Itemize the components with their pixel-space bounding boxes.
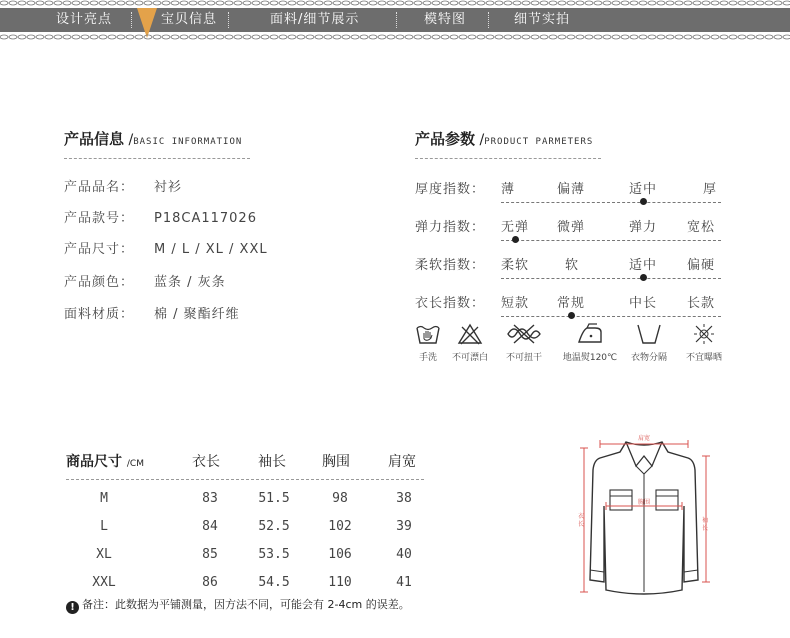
- product-params-title: 产品参数 /PRODUCT PARMETERS: [415, 130, 594, 148]
- column-header: 袖长: [258, 454, 286, 470]
- size-label: M: [100, 491, 108, 506]
- measurement-note: ! 备注：此数据为平铺测量，因方法不同，可能会有 2-4cm 的误差。: [66, 596, 410, 614]
- param-row-thickness: 厚度指数： 薄 偏薄 适中 厚: [415, 178, 721, 210]
- param-option: 偏硬: [687, 258, 716, 273]
- tab-product-info[interactable]: 宝贝信息: [161, 12, 218, 27]
- care-label: 不可漂白: [451, 353, 488, 363]
- table-cell: 84: [202, 519, 218, 534]
- param-option: 适中: [629, 182, 658, 197]
- tab-separator: [131, 12, 132, 28]
- param-track: [501, 240, 721, 241]
- param-track: [501, 278, 721, 279]
- param-option: 宽松: [687, 220, 716, 235]
- divider: [64, 158, 250, 159]
- care-wash-separately: [619, 322, 679, 363]
- param-option: 厚: [703, 182, 718, 197]
- param-track: [501, 202, 721, 203]
- wash-separately-icon: [634, 322, 664, 346]
- param-selected-dot: [640, 274, 647, 281]
- table-cell: 39: [396, 519, 412, 534]
- table-cell: 85: [202, 547, 218, 562]
- iron-low-temp-icon: [575, 322, 605, 346]
- care-no-bleach: [440, 322, 500, 363]
- param-option: 微弹: [557, 220, 586, 235]
- size-label: L: [100, 519, 108, 534]
- column-header: 衣长: [192, 454, 220, 470]
- care-no-wring: [494, 322, 554, 363]
- param-selected-dot: [568, 312, 575, 319]
- info-row-style-no: 产品款号： P18CA117026: [64, 211, 257, 226]
- table-cell: 52.5: [258, 519, 290, 534]
- care-label: 手洗: [418, 353, 437, 363]
- table-cell: 41: [396, 575, 412, 590]
- info-row-name: 产品品名： 衬衫: [64, 180, 183, 195]
- no-bleach-icon: [457, 322, 483, 346]
- tab-separator: [396, 12, 397, 28]
- param-option: 适中: [629, 258, 658, 273]
- info-row-color: 产品颜色： 蓝条 / 灰条: [64, 275, 226, 290]
- table-cell: 102: [328, 519, 352, 534]
- shirt-measure-diagram: [574, 430, 714, 606]
- size-label: XXL: [92, 575, 116, 590]
- param-row-softness: 柔软指数： 柔软 软 适中 偏硬: [415, 254, 721, 286]
- info-row-material: 面料材质： 棉 / 聚酯纤维: [64, 307, 240, 322]
- param-option: 柔软: [501, 258, 530, 273]
- param-row-elasticity: 弹力指数： 无弹 微弹 弹力 宽松: [415, 216, 721, 248]
- param-row-length: 衣长指数： 短款 常规 中长 长款: [415, 292, 721, 324]
- length-label: 衣长: [578, 513, 585, 528]
- sleeve-label: 袖长: [702, 517, 709, 532]
- tab-design-highlights[interactable]: 设计亮点: [56, 12, 113, 27]
- table-cell: 53.5: [258, 547, 290, 562]
- table-cell: 106: [328, 547, 352, 562]
- divider: [415, 158, 601, 159]
- care-label: 地温熨120℃: [562, 353, 618, 363]
- param-option: 中长: [629, 296, 658, 311]
- tab-model-photos[interactable]: 模特图: [424, 12, 467, 27]
- care-no-sun-dry: [674, 322, 734, 363]
- size-label: XL: [96, 547, 112, 562]
- shoulder-label: 肩宽: [637, 435, 651, 442]
- product-info-title: 产品信息 /BASIC INFORMATION: [64, 130, 243, 148]
- table-cell: 98: [332, 491, 348, 506]
- info-row-size: 产品尺寸： M / L / XL / XXL: [64, 242, 268, 257]
- table-cell: 110: [328, 575, 352, 590]
- size-table-title: 商品尺寸 /CM: [66, 454, 144, 470]
- param-selected-dot: [512, 236, 519, 243]
- param-selected-dot: [640, 198, 647, 205]
- care-iron: [560, 322, 620, 363]
- tab-fabric-details[interactable]: 面料/细节展示: [270, 12, 360, 27]
- table-cell: 54.5: [258, 575, 290, 590]
- tab-separator: [488, 12, 489, 28]
- care-label: 不可扭干: [505, 353, 542, 363]
- table-cell: 51.5: [258, 491, 290, 506]
- param-track: [501, 316, 721, 317]
- chest-label: 胸围: [637, 499, 651, 506]
- param-option: 常规: [557, 296, 586, 311]
- care-label: 不宜曝晒: [685, 353, 722, 363]
- care-label: 衣物分隔: [630, 353, 667, 363]
- column-header: 胸围: [322, 454, 350, 470]
- divider: [66, 479, 424, 480]
- warning-icon: !: [66, 601, 79, 614]
- param-option: 薄: [501, 182, 516, 197]
- tab-separator: [228, 12, 229, 28]
- param-option: 弹力: [629, 220, 658, 235]
- tab-detail-photos[interactable]: 细节实拍: [514, 12, 571, 27]
- table-cell: 83: [202, 491, 218, 506]
- param-option: 偏薄: [557, 182, 586, 197]
- nav-bar: [0, 8, 790, 32]
- table-cell: 38: [396, 491, 412, 506]
- param-option: 软: [565, 258, 580, 273]
- param-option: 短款: [501, 296, 530, 311]
- table-cell: 86: [202, 575, 218, 590]
- hand-wash-icon: [415, 322, 441, 346]
- chain-border-bottom: [0, 34, 790, 40]
- no-wring-icon: [504, 322, 544, 346]
- top-nav: [0, 0, 790, 40]
- chain-border-top: [0, 0, 790, 6]
- no-sun-dry-icon: [691, 322, 717, 346]
- column-header: 肩宽: [388, 454, 416, 470]
- table-cell: 40: [396, 547, 412, 562]
- param-option: 无弹: [501, 220, 530, 235]
- param-option: 长款: [687, 296, 716, 311]
